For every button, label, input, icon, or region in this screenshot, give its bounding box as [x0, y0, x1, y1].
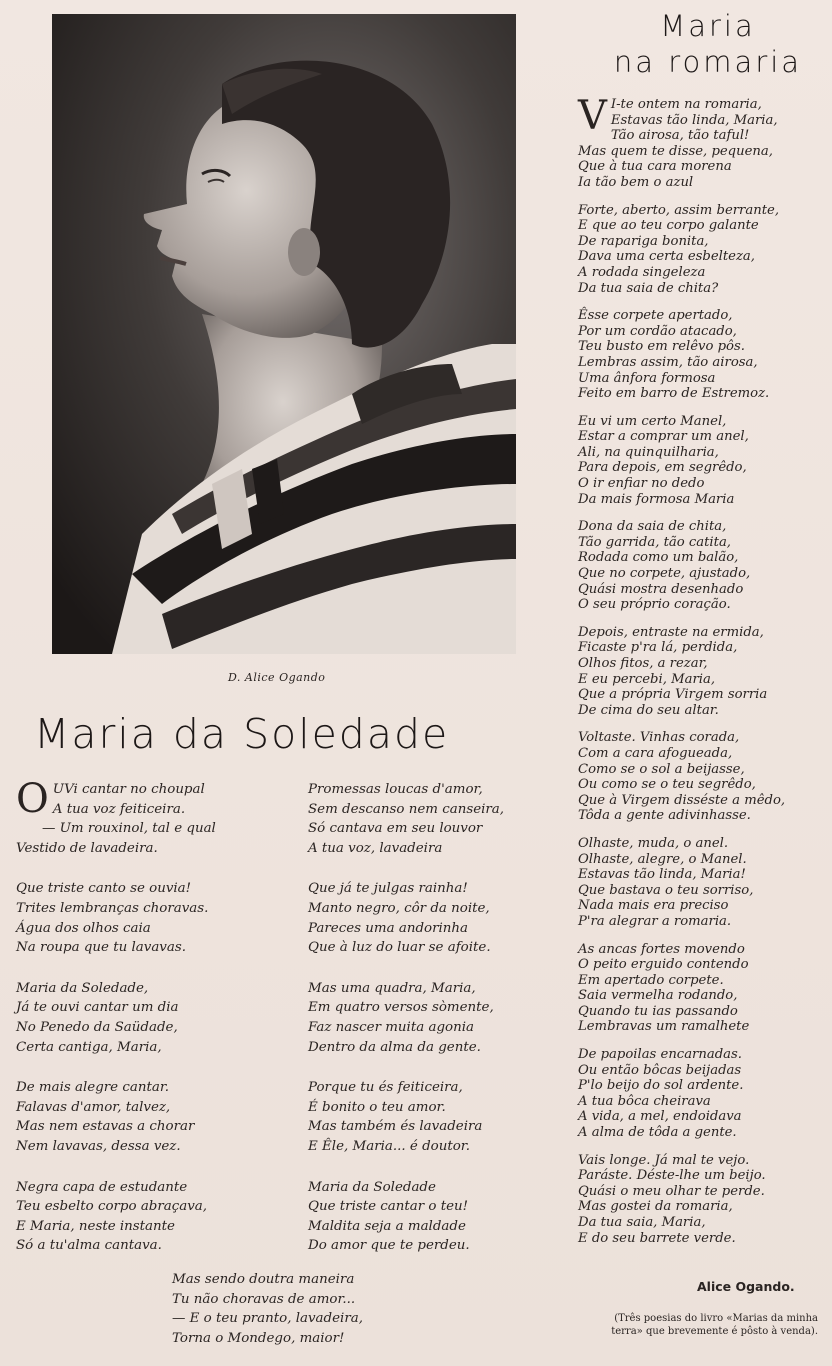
stanza: [578, 1153, 785, 1247]
verse-line: Que no corpete, ajustado,: [578, 566, 751, 582]
verse-line: Uma ânfora formosa: [578, 370, 716, 386]
verse-line: Mas sendo doutra maneira: [172, 1272, 355, 1287]
verse-line: Olhaste, alegre, o Manel.: [578, 851, 747, 867]
verse-line: Quási mostra desenhado: [578, 581, 744, 597]
stanza: [578, 93, 785, 191]
verse-line: Mas gostei da romaria,: [578, 1199, 733, 1215]
verse-line: Tão garrida, tão catita,: [578, 534, 731, 550]
verse-line: Rodada como um balão,: [578, 550, 739, 566]
verse-line: Feito em barro de Estremoz.: [578, 386, 770, 402]
stanza: [308, 780, 504, 858]
verse-line: Que à Virgem disséste a mêdo,: [578, 792, 786, 808]
verse-line: Lembravas um ramalhete: [578, 1019, 750, 1035]
stanza: [308, 1178, 504, 1256]
verse-line: Êsse corpete apertado,: [578, 308, 733, 324]
verse-line: Promessas loucas d'amor,: [308, 782, 483, 797]
verse-line: Com a cara afogueada,: [578, 745, 733, 761]
drop-cap: V: [578, 93, 607, 139]
verse-line: Que a própria Virgem sorria: [578, 687, 768, 703]
stanza: [578, 519, 785, 613]
verse-line: Maria da Soledade: [308, 1179, 436, 1195]
verse-line: E que ao teu corpo galante: [578, 218, 759, 234]
verse-line: E Maria, neste instante: [16, 1218, 175, 1234]
stanza: [578, 308, 785, 402]
verse-line: P'ra alegrar a romaria.: [578, 913, 732, 929]
verse-line: Trites lembranças choravas.: [16, 900, 209, 916]
poem-left-column-1: [16, 776, 216, 1277]
stanza: [578, 625, 785, 719]
poem-left-column-2: [308, 780, 504, 1277]
verse-line: Falavas d'amor, talvez,: [16, 1099, 171, 1115]
verse-line: Olhaste, muda, o anel.: [578, 835, 729, 851]
verse-line: Da tua saia de chita?: [578, 280, 719, 296]
verse-line: No Penedo da Saüdade,: [16, 1019, 178, 1035]
verse-line: Teu busto em relêvo pôs.: [578, 339, 745, 355]
stanza: [308, 979, 504, 1057]
poem-right-column: [578, 93, 786, 1258]
verse-line: Já te ouvi cantar um dia: [16, 1000, 179, 1016]
verse-line: E Êle, Maria... é doutor.: [308, 1138, 470, 1154]
stanza: [16, 1178, 216, 1256]
verse-line: Estavas tão linda, Maria!: [578, 867, 746, 883]
verse-line: Faz nascer muita agonia: [308, 1019, 474, 1035]
verse-line: Na roupa que tu lavavas.: [16, 940, 186, 956]
stanza: [16, 776, 216, 858]
book-note: (Três poesias do livro «Marias da minha terra» que brevemente é pôsto à venda).: [611, 1313, 818, 1337]
verse-line: Que à luz do luar se afoite.: [308, 940, 491, 956]
verse-line: Maria da Soledade,: [16, 980, 149, 996]
verse-line: Por um cordão atacado,: [578, 323, 737, 339]
verse-line: Dava uma certa esbelteza,: [578, 249, 755, 265]
verse-line: Ficaste p'ra lá, perdida,: [578, 640, 738, 656]
verse-line: De mais alegre cantar.: [16, 1080, 170, 1096]
verse-line: Água dos olhos caia: [16, 920, 151, 936]
verse-line: Lembras assim, tão airosa,: [578, 354, 758, 370]
verse-line: Forte, aberto, assim berrante,: [578, 202, 780, 218]
verse-line: Que triste cantar o teu!: [308, 1199, 469, 1215]
verse-line: Depois, entraste na ermida,: [578, 624, 764, 640]
stanza: [578, 942, 785, 1036]
verse-line: Ou então bôcas beijadas: [578, 1062, 742, 1078]
verse-line: A tua voz feiticeira.: [52, 801, 186, 817]
verse-line: Maldita seja a maldade: [308, 1218, 466, 1234]
stanza: [578, 836, 785, 930]
stanza: [16, 1078, 216, 1156]
stanza: [308, 879, 504, 957]
verse-line: Torna o Mondego, maior!: [172, 1330, 345, 1346]
verse-line: Como se o sol a beijasse,: [578, 761, 745, 777]
verse-line: Teu esbelto corpo abraçava,: [16, 1199, 208, 1215]
verse-line: Manto negro, côr da noite,: [308, 900, 490, 916]
verse-line: Vais longe. Já mal te vejo.: [578, 1152, 750, 1168]
stanza: [578, 730, 785, 824]
photo-caption: D. Alice Ogando: [228, 671, 326, 684]
portrait-illustration: [52, 14, 516, 654]
verse-line: — Um rouxinol, tal e qual: [42, 821, 216, 837]
verse-line: Tão airosa, tão taful!: [610, 128, 750, 144]
verse-line: Quási o meu olhar te perde.: [578, 1183, 765, 1199]
poem-title-left: Maria da Soledade: [34, 710, 450, 758]
verse-line: Estavas tão linda, Maria,: [610, 112, 778, 128]
verse-line: P'lo beijo do sol ardente.: [578, 1078, 744, 1094]
verse-line: Paráste. Déste-lhe um beijo.: [578, 1168, 766, 1184]
verse-line: Mas também és lavadeira: [308, 1119, 483, 1135]
verse-line: E do seu barrete verde.: [578, 1230, 736, 1246]
author-signature: Alice Ogando.: [697, 1279, 795, 1294]
stanza: [16, 879, 216, 957]
verse-line: Que à tua cara morena: [578, 159, 732, 175]
poem-title-right: [598, 8, 818, 80]
verse-line: Nem lavavas, dessa vez.: [16, 1138, 181, 1154]
verse-line: Da mais formosa Maria: [578, 491, 735, 507]
verse-line: Certa cantiga, Maria,: [16, 1039, 162, 1055]
verse-line: A alma de tôda a gente.: [578, 1125, 737, 1141]
verse-line: Que triste canto se ouvia!: [16, 881, 192, 897]
stanza: [308, 1078, 504, 1156]
poem-title-right-line2: na romaria: [613, 45, 803, 79]
verse-line: A tua voz, lavadeira: [308, 840, 443, 856]
poem-title-right-line1: Maria: [660, 9, 756, 43]
verse-line: Só a tu'alma cantava.: [16, 1238, 162, 1254]
verse-line: Nada mais era preciso: [578, 898, 729, 914]
verse-line: E eu percebi, Maria,: [578, 671, 716, 687]
verse-line: Dentro da alma da gente.: [308, 1039, 481, 1055]
verse-line: Porque tu és feiticeira,: [308, 1080, 463, 1096]
verse-line: Vestido de lavadeira.: [16, 840, 158, 856]
verse-line: Mas nem estavas a chorar: [16, 1119, 195, 1135]
verse-line: Negra capa de estudante: [16, 1179, 188, 1195]
verse-line: Que bastava o teu sorriso,: [578, 882, 754, 898]
stanza: [172, 1270, 363, 1348]
verse-line: De rapariga bonita,: [578, 233, 709, 249]
stanza: [578, 1047, 785, 1141]
verse-line: A vida, a mel, endoidava: [578, 1109, 742, 1125]
verse-line: Mas uma quadra, Maria,: [308, 980, 476, 996]
verse-line: De cima do seu altar.: [578, 702, 719, 718]
verse-line: Só cantava em seu louvor: [308, 821, 483, 837]
verse-line: Para depois, em segrêdo,: [578, 460, 747, 476]
verse-line: I-te ontem na romaria,: [610, 97, 762, 112]
verse-line: O seu próprio coração.: [578, 597, 731, 613]
verse-line: Sem descanso nem canseira,: [308, 801, 505, 817]
verse-line: Dona da saia de chita,: [578, 519, 727, 535]
verse-line: Voltaste. Vinhas corada,: [578, 730, 740, 746]
verse-line: A rodada singeleza: [578, 264, 706, 280]
verse-line: Em apertado corpete.: [578, 972, 724, 988]
verse-line: Mas quem te disse, pequena,: [578, 143, 773, 159]
verse-line: A tua bôca cheirava: [578, 1093, 711, 1109]
verse-line: Saia vermelha rodando,: [578, 988, 738, 1004]
verse-line: Ali, na quinquilharia,: [578, 444, 719, 460]
poem-left-final-stanza: [172, 1270, 363, 1348]
verse-line: O ir enfiar no dedo: [578, 476, 705, 492]
verse-line: Em quatro versos sòmente,: [308, 1000, 494, 1016]
verse-line: Olhos fitos, a rezar,: [578, 656, 708, 671]
drop-cap: O: [16, 776, 49, 822]
verse-line: Quando tu ias passando: [578, 1003, 738, 1019]
verse-line: Eu vi um certo Manel,: [578, 413, 727, 429]
verse-line: Estar a comprar um anel,: [578, 429, 749, 445]
verse-line: Ou como se o teu segrêdo,: [578, 777, 756, 793]
verse-line: As ancas fortes movendo: [578, 941, 745, 957]
stanza: [16, 979, 216, 1057]
stanza: [578, 414, 785, 508]
verse-line: Da tua saia, Maria,: [578, 1215, 706, 1230]
verse-line: É bonito o teu amor.: [308, 1099, 446, 1115]
verse-line: O peito erguido contendo: [578, 957, 749, 973]
verse-line: Tôda a gente adivinhasse.: [578, 808, 751, 824]
portrait-photo: [52, 14, 516, 654]
verse-line: Tu não choravas de amor...: [172, 1291, 356, 1307]
verse-line: Ia tão bem o azul: [578, 174, 694, 190]
stanza: [578, 203, 785, 297]
verse-line: — E o teu pranto, lavadeira,: [172, 1311, 363, 1327]
verse-line: Pareces uma andorinha: [308, 920, 468, 936]
verse-line: Do amor que te perdeu.: [308, 1238, 470, 1254]
verse-line: UVi cantar no choupal: [52, 782, 205, 797]
verse-line: De papoilas encarnadas.: [578, 1047, 742, 1063]
verse-line: Que já te julgas rainha!: [308, 881, 468, 897]
